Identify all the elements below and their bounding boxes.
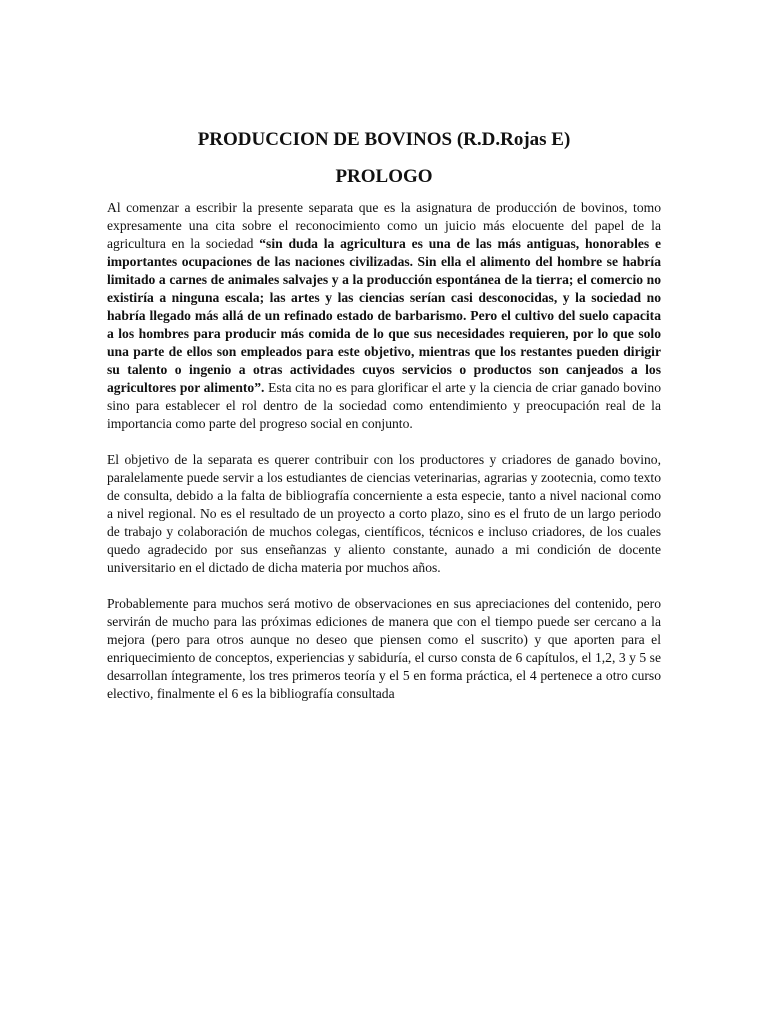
- paragraph-2: El objetivo de la separata es querer contribuir con los productores y criadores de ganado bovino, paralelamente puede servir a los estudiantes de ciencias veterinarias, agrarias y zootecnia, como texto de consulta, debido a la falta de bibliografía concerniente a esta especie, tanto a nivel nacional como a nivel regional. No es el resultado de un proyecto a corto plazo, sino es el fruto de un largo periodo de trabajo y colaboración de muchos colegas, científicos, técnicos e incluso criadores, de los cuales quedo agradecido por sus enseñanzas y aliento constante, aunado a mi condición de docente universitario en el dictado de dicha materia por muchos años.: [107, 452, 661, 575]
- paragraph-1-quote: “sin duda la agricultura es una de las más antiguas, honorables e importantes ocupaciones de las naciones civilizadas. Sin ella el alimento del hombre se habría limitado a carnes de animales salvajes y a la producción espontánea de la tierra; el comercio no existiría a ninguna escala; las artes y las ciencias serían casi desconocidas, y la sociedad no habría llegado más allá de un refinado estado de barbarismo. Pero el cultivo del suelo capacita a los hombres para producir más comida de lo que sus necesidades requieren, por lo que solo una parte de ellos son empleados para este objetivo, mientras que los restantes pueden dirigir su talento o ingenio a otras actividades cuyos servicios o productos son canjeados a los agricultores por alimento”.: [107, 236, 661, 395]
- document-body: [107, 199, 661, 721]
- document-title: PRODUCCION DE BOVINOS (R.D.Rojas E): [197, 129, 571, 150]
- paragraph-1: [107, 199, 661, 433]
- section-heading-prologo: PROLOGO: [335, 166, 433, 187]
- paragraph-1-intro: Al comenzar a escribir la presente separata que es la asignatura de producción de bovinos, tomo expresamente una cita sobre el reconocimiento como un juicio más elocuente del papel de la agricultura en la sociedad: [107, 200, 661, 251]
- paragraph-3: Probablemente para muchos será motivo de observaciones en sus apreciaciones del contenido, pero servirán de mucho para las próximas ediciones de manera que con el tiempo puede ser cercano a la mejora (pero para otros aunque no deseo que piensen como el suscrito) y que aporten para el enriquecimiento de conceptos, experiencias y sabiduría, el curso consta de 6 capítulos, el 1,2, 3 y 5 se desarrollan íntegramente, los tres primeros teoría y el 5 en forma práctica, el 4 pertenece a otro curso electivo, finalmente el 6 es la bibliografía consultada: [107, 596, 661, 701]
- paragraph-1-outro: Esta cita no es para glorificar el arte y la ciencia de criar ganado bovino sino para establecer el rol dentro de la sociedad como entendimiento y preocupación real de la importancia como parte del progreso social en conjunto.: [107, 380, 661, 431]
